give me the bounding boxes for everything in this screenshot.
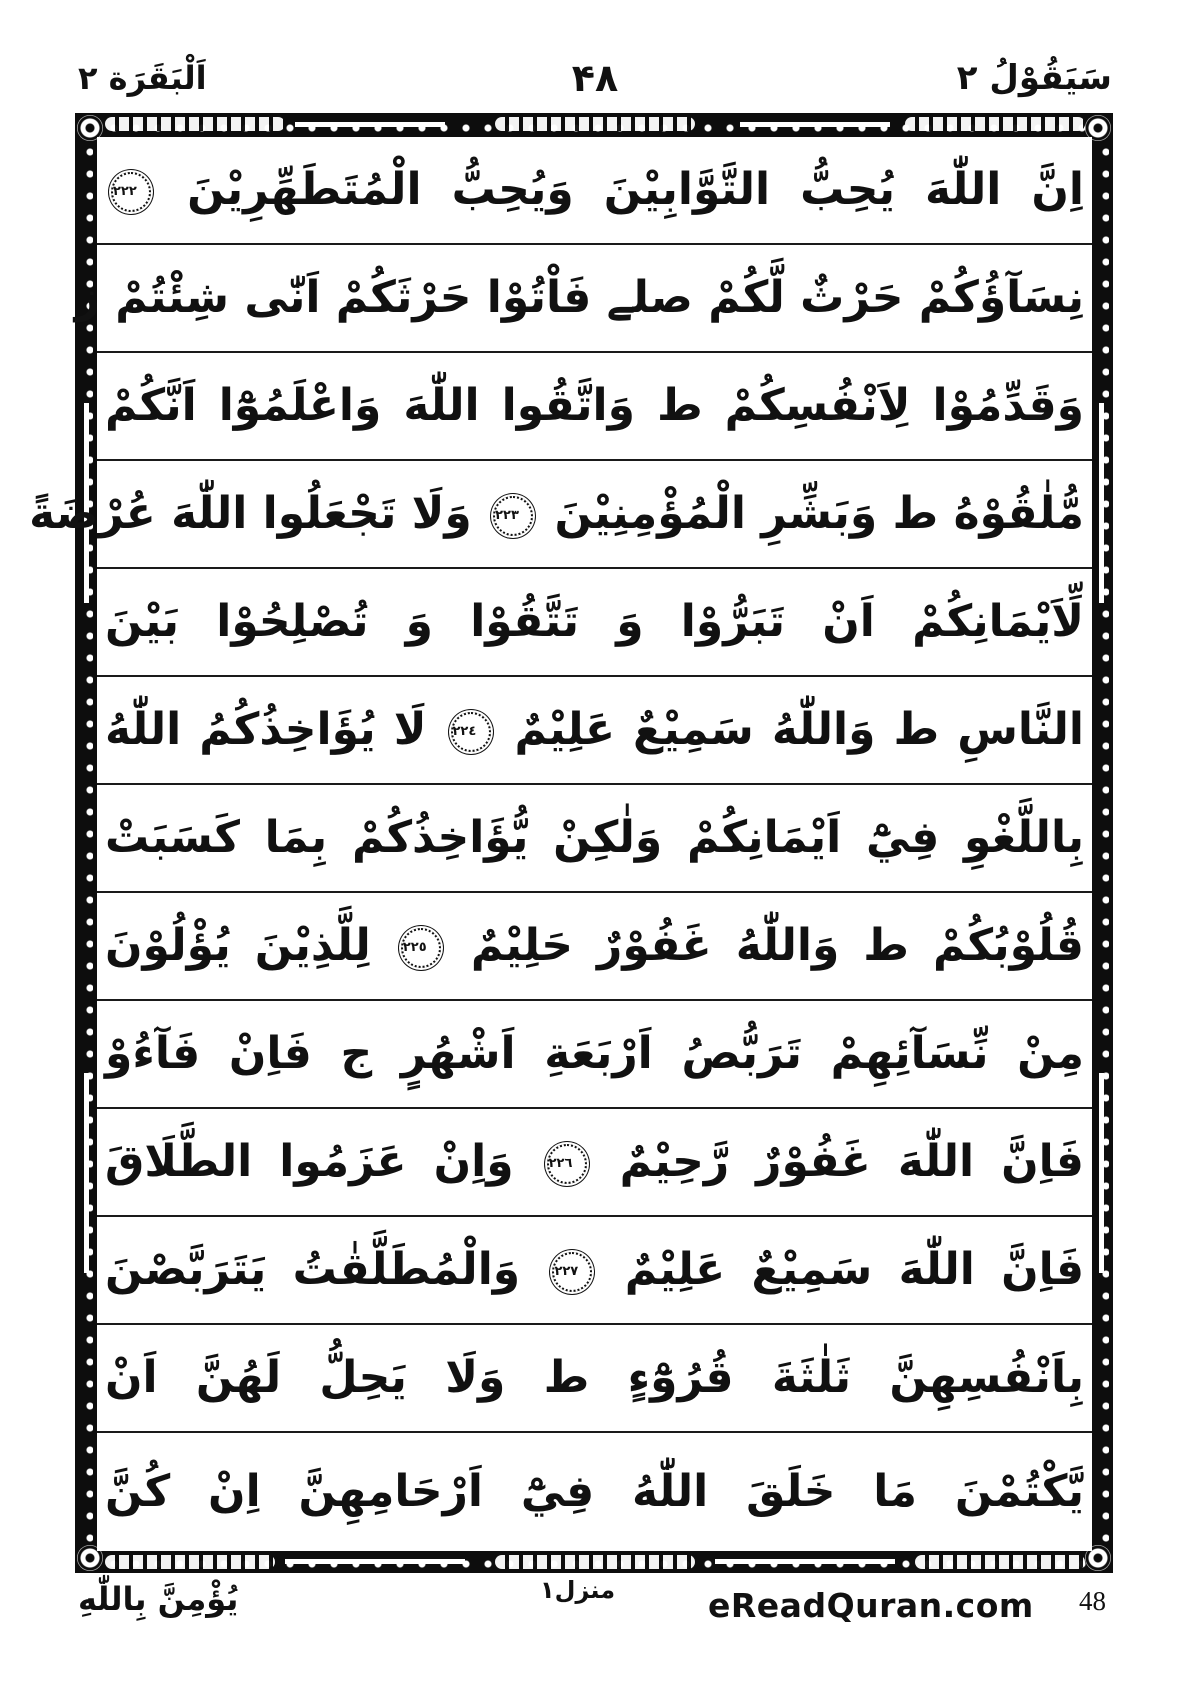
- line-text: فَاِنَّ اللّٰهَ سَمِيْعٌ عَلِيْمٌ: [624, 1243, 1084, 1295]
- frame-bar: [1099, 403, 1104, 603]
- text-line-6: [97, 677, 1092, 785]
- ayah-end-marker-icon: ٢٢٥: [401, 928, 441, 968]
- frame-bar: [285, 1559, 465, 1564]
- text-line-8: [97, 893, 1092, 1001]
- frame-band-right: [1095, 119, 1109, 1567]
- ayah-end-marker-icon: ٢٢٣: [493, 496, 533, 536]
- manzil-label: منزل۱: [540, 1576, 616, 1604]
- frame-bar: [740, 122, 890, 127]
- ayah-text: [29, 487, 1084, 541]
- ayah-text: [105, 1136, 1084, 1189]
- line-text: بِاللَّغْوِ فِيْٓ اَيْمَانِكُمْ وَلٰكِنْ يُّؤَاخِذُكُمْ بِمَا كَسَبَتْ: [105, 811, 1084, 863]
- surah-title: اَلْبَقَرَة ٢: [78, 59, 207, 97]
- frame-bar: [715, 1559, 895, 1564]
- scroll-ornament-icon: [495, 1555, 695, 1569]
- line-text: يَّكْتُمْنَ مَا خَلَقَ اللّٰهُ فِيْٓ اَرْحَامِهِنَّ اِنْ كُنَّ: [105, 1465, 1084, 1517]
- page-number-arabic: ۴۸: [571, 56, 619, 100]
- line-text: النَّاسِ ط وَاللّٰهُ سَمِيْعٌ عَلِيْمٌ: [514, 703, 1084, 755]
- line-text: لِّاَيْمَانِكُمْ اَنْ تَبَرُّوْا وَ تَتَّقُوْا وَ تُصْلِحُوْا بَيْنَ: [105, 595, 1084, 647]
- text-line-11: [97, 1217, 1092, 1325]
- text-line-10: [97, 1109, 1092, 1217]
- scroll-ornament-icon: [105, 1555, 275, 1569]
- line-text: لِلَّذِيْنَ يُؤْلُوْنَ: [105, 919, 371, 971]
- text-line-2: [74, 245, 1092, 353]
- line-text: اِنَّ اللّٰهَ يُحِبُّ التَّوَّابِيْنَ وَيُحِبُّ الْمُتَطَهِّرِيْنَ: [187, 163, 1084, 215]
- ayah-end-marker-icon: ٢٢٦: [547, 1144, 587, 1184]
- line-text: وَالْمُطَلَّقٰتُ يَتَرَبَّصْنَ: [105, 1243, 521, 1295]
- page-number: 48: [1079, 1586, 1106, 1616]
- catchword: يُؤْمِنَّ بِاللّٰهِ: [78, 1580, 239, 1618]
- text-line-12: [97, 1325, 1092, 1433]
- frame-bar: [1099, 1073, 1104, 1273]
- line-text: مُّلٰقُوْهُ ط وَبَشِّرِ الْمُؤْمِنِيْنَ: [554, 487, 1084, 539]
- ayah-text: [105, 1244, 1084, 1297]
- line-text: وَاِنْ عَزَمُوا الطَّلَاقَ: [105, 1135, 514, 1187]
- scroll-ornament-icon: [105, 117, 285, 131]
- ayah-text: [105, 704, 1084, 757]
- scroll-ornament-icon: [495, 117, 695, 131]
- line-text: نِسَآؤُكُمْ حَرْثٌ لَّكُمْ صلے فَاْتُوْا حَرْثَكُمْ اَنّٰى شِئْتُمْ ز: [74, 271, 1084, 323]
- scroll-ornament-icon: [915, 1555, 1085, 1569]
- quran-text-panel: [29, 137, 1092, 1551]
- site-watermark: eReadQuran.com: [708, 1586, 1034, 1625]
- line-text: مِنْ نِّسَآئِهِمْ تَرَبُّصُ اَرْبَعَةِ اَشْهُرٍ ج فَاِنْ فَآءُوْ: [105, 1027, 1084, 1079]
- text-line-3: [97, 353, 1092, 461]
- juz-title: سَيَقُوْلُ ٢: [956, 58, 1112, 98]
- line-text: وَلَا تَجْعَلُوا اللّٰهَ عُرْضَةً: [29, 487, 472, 539]
- ayah-end-marker-icon: ٢٢٤: [451, 712, 491, 752]
- ayah-end-marker-icon: ٢٢٧: [552, 1252, 592, 1292]
- text-line-1: [97, 137, 1092, 245]
- line-text: وَقَدِّمُوْا لِاَنْفُسِكُمْ ط وَاتَّقُوا اللّٰهَ وَاعْلَمُوْٓا اَنَّكُمْ: [105, 379, 1084, 431]
- ayah-text: [105, 164, 1084, 217]
- scroll-ornament-icon: [905, 117, 1085, 131]
- frame-band-left: [79, 119, 93, 1567]
- text-line-5: [97, 569, 1092, 677]
- text-line-13: [97, 1433, 1092, 1551]
- line-text: بِاَنْفُسِهِنَّ ثَلٰثَةَ قُرُوْٓءٍ ط وَلَا يَحِلُّ لَهُنَّ اَنْ: [105, 1351, 1084, 1403]
- line-text: قُلُوْبُكُمْ ط وَاللّٰهُ غَفُوْرٌ حَلِيْمٌ: [470, 919, 1084, 971]
- ayah-text: [105, 920, 1084, 973]
- text-line-4: [29, 461, 1092, 569]
- line-text: لَا يُؤَاخِذُكُمُ اللّٰهُ: [105, 703, 427, 755]
- frame-bar: [84, 1073, 89, 1273]
- frame-bar: [295, 122, 445, 127]
- text-line-9: [97, 1001, 1092, 1109]
- line-text: فَاِنَّ اللّٰهَ غَفُوْرٌ رَّحِيْمٌ: [619, 1135, 1084, 1187]
- ayah-end-marker-icon: ٢٢٢: [111, 172, 151, 212]
- text-line-7: [97, 785, 1092, 893]
